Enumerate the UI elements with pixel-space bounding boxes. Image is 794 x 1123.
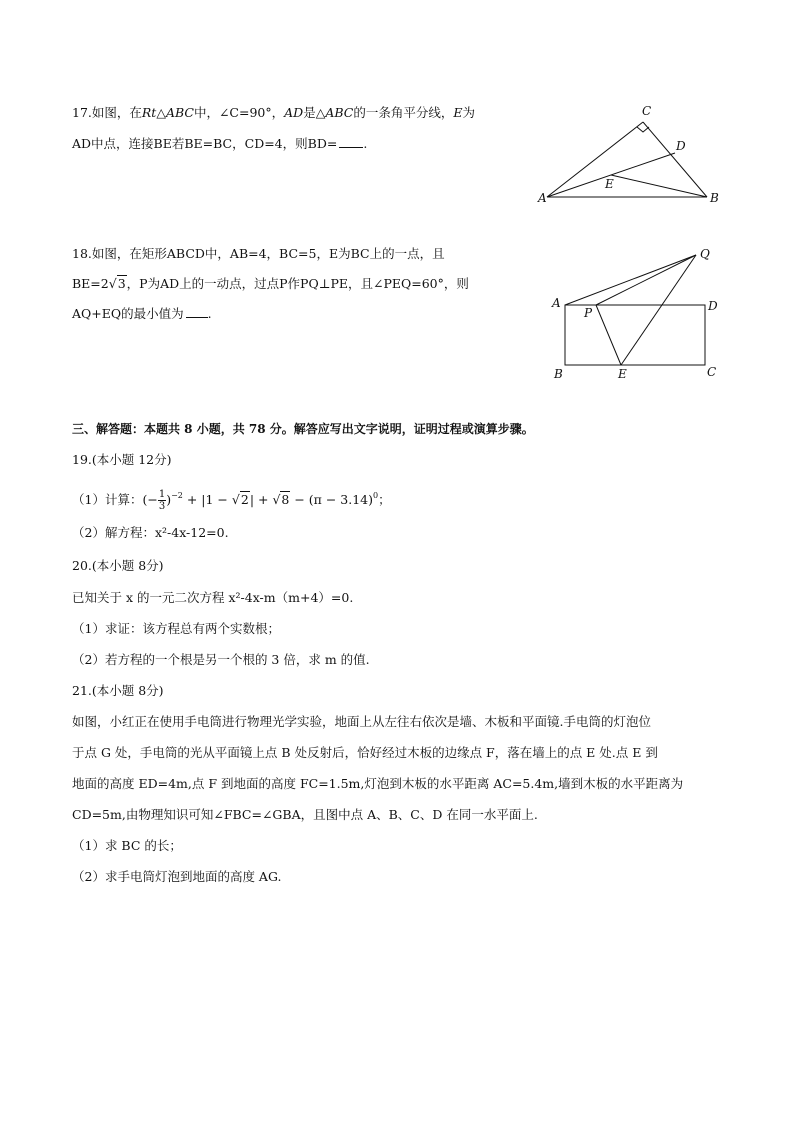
q18-segment-pq bbox=[596, 255, 696, 305]
q19-p1-c: + |1 − bbox=[182, 492, 232, 507]
q17-side-ac bbox=[547, 122, 643, 197]
q17-abc: ABC bbox=[325, 105, 354, 120]
q21-line3: 地面的高度 ED=4m,点 F 到地面的高度 FC=1.5m,灯泡到木板的水平距离 AC=5.4m,墙到木板的水平距离为 bbox=[72, 776, 684, 791]
q18-line2 bbox=[72, 275, 469, 293]
q21-part1: （1）求 BC 的长； bbox=[72, 838, 182, 853]
q18-answer-blank[interactable] bbox=[186, 305, 208, 318]
q19-sqrt8: 8 bbox=[281, 492, 290, 507]
q17-label-d: D bbox=[676, 139, 686, 153]
q20-head: 20.(本小题 8分) bbox=[72, 558, 164, 573]
q17-answer-blank[interactable] bbox=[339, 135, 363, 148]
q18-line3-end: . bbox=[207, 306, 212, 321]
q18-line2-a: BE=2 bbox=[72, 276, 109, 291]
q18-label-q: Q bbox=[700, 247, 710, 261]
q18-line3 bbox=[72, 305, 212, 323]
q18-line2-b: ，P为AD上的一动点，过点P作PQ⊥PE，且∠PEQ=60°，则 bbox=[126, 276, 469, 291]
q17-e: E bbox=[453, 105, 463, 120]
q18-line3-text: AQ+EQ的最小值为 bbox=[72, 306, 184, 321]
q19-exp1: −2 bbox=[171, 491, 183, 500]
q18-line1 bbox=[72, 245, 445, 263]
q19-frac-num: 1 bbox=[158, 489, 166, 500]
q21-part2: （2）求手电筒灯泡到地面的高度 AG. bbox=[72, 869, 282, 884]
q17-text-d: 的一条角平分线， bbox=[353, 105, 454, 120]
q17-label-e: E bbox=[605, 177, 614, 191]
q19-p1-d: | + bbox=[249, 492, 273, 507]
q19-p1-b: ) bbox=[166, 492, 172, 507]
q17-figure bbox=[535, 100, 735, 210]
q18-label-e: E bbox=[618, 367, 627, 381]
q18-segment-pe bbox=[596, 305, 621, 365]
q19-p1-a: (− bbox=[142, 492, 158, 507]
q17-rt-triangle: Rt△ABC bbox=[141, 105, 194, 120]
q19-fraction bbox=[158, 489, 166, 512]
q18-segment-aq bbox=[565, 255, 696, 305]
q18-label-a: A bbox=[552, 296, 561, 310]
q18-label-c: C bbox=[707, 365, 717, 379]
q19-exp2: 0 bbox=[373, 491, 379, 500]
q21-head: 21.(本小题 8分) bbox=[72, 683, 164, 698]
q19-p1-label: （1）计算： bbox=[72, 492, 143, 507]
q17-label-b: B bbox=[710, 191, 719, 205]
q20-part2: （2）若方程的一个根是另一个根的 3 倍，求 m 的值. bbox=[72, 652, 370, 667]
q19-part1 bbox=[72, 484, 391, 512]
q20-intro: 已知关于 x 的一元二次方程 x²-4x-m（m+4）=0. bbox=[72, 590, 354, 605]
q18-label-p: P bbox=[584, 306, 593, 320]
q17-line2 bbox=[72, 135, 367, 153]
q19-frac-den: 3 bbox=[158, 501, 166, 512]
q19-sqrt2-symbol: √ bbox=[231, 492, 240, 507]
q17-line1 bbox=[72, 104, 475, 122]
q17-ad: AD bbox=[284, 105, 304, 120]
q18-label-d: D bbox=[708, 299, 718, 313]
q17-right-angle-mark bbox=[637, 127, 649, 132]
q18-sqrt-value: 3 bbox=[117, 276, 126, 291]
q21-line4: CD=5m,由物理知识可知∠FBC=∠GBA，且图中点 A、B、C、D 在同一水平面上. bbox=[72, 807, 538, 822]
q20-part1: （1）求证：该方程总有两个实数根； bbox=[72, 621, 280, 636]
q19-sqrt2: 2 bbox=[240, 492, 249, 507]
q17-label-c: C bbox=[642, 104, 652, 118]
q19-sqrt8-symbol: √ bbox=[272, 492, 281, 507]
q21-line1: 如图，小红正在使用手电筒进行物理光学实验，地面上从左往右依次是墙、木板和平面镜.手电筒的灯泡位 bbox=[72, 714, 651, 729]
q19-p1-end: ； bbox=[378, 492, 391, 507]
q18-figure bbox=[548, 245, 748, 385]
q17-text-b: 中，∠C=90°， bbox=[193, 105, 285, 120]
q18-line1-text: 18.如图，在矩形ABCD中，AB=4，BC=5，E为BC上的一点，且 bbox=[72, 246, 445, 261]
q17-line2-end: . bbox=[363, 136, 368, 151]
q17-text-c: 是△ bbox=[303, 105, 326, 120]
q19-p1-e: − (π − 3.14) bbox=[290, 492, 374, 507]
q19-head: 19.(本小题 12分) bbox=[72, 452, 172, 467]
q18-segment-eq bbox=[621, 255, 696, 365]
q21-line2: 于点 G 处，手电筒的光从平面镜上点 B 处反射后，恰好经过木板的边缘点 F，落在墙上的点 E 处.点 E 到 bbox=[72, 745, 658, 760]
q18-label-b: B bbox=[554, 367, 563, 381]
q17-label-a: A bbox=[538, 191, 547, 205]
q18-sqrt-symbol: √ bbox=[108, 276, 117, 291]
q19-part2: （2）解方程：x²-4x-12=0. bbox=[72, 525, 229, 540]
section3-heading: 三、解答题：本题共 8 小题，共 78 分。解答应写出文字说明，证明过程或演算步骤。 bbox=[72, 422, 534, 436]
q17-segment-be bbox=[611, 175, 707, 197]
q17-side-cb bbox=[643, 122, 707, 197]
q17-text-e: 为 bbox=[462, 105, 475, 120]
q17-line2-text: AD中点，连接BE若BE=BC，CD=4，则BD= bbox=[72, 136, 338, 151]
q17-text-a: 17.如图，在 bbox=[72, 105, 142, 120]
